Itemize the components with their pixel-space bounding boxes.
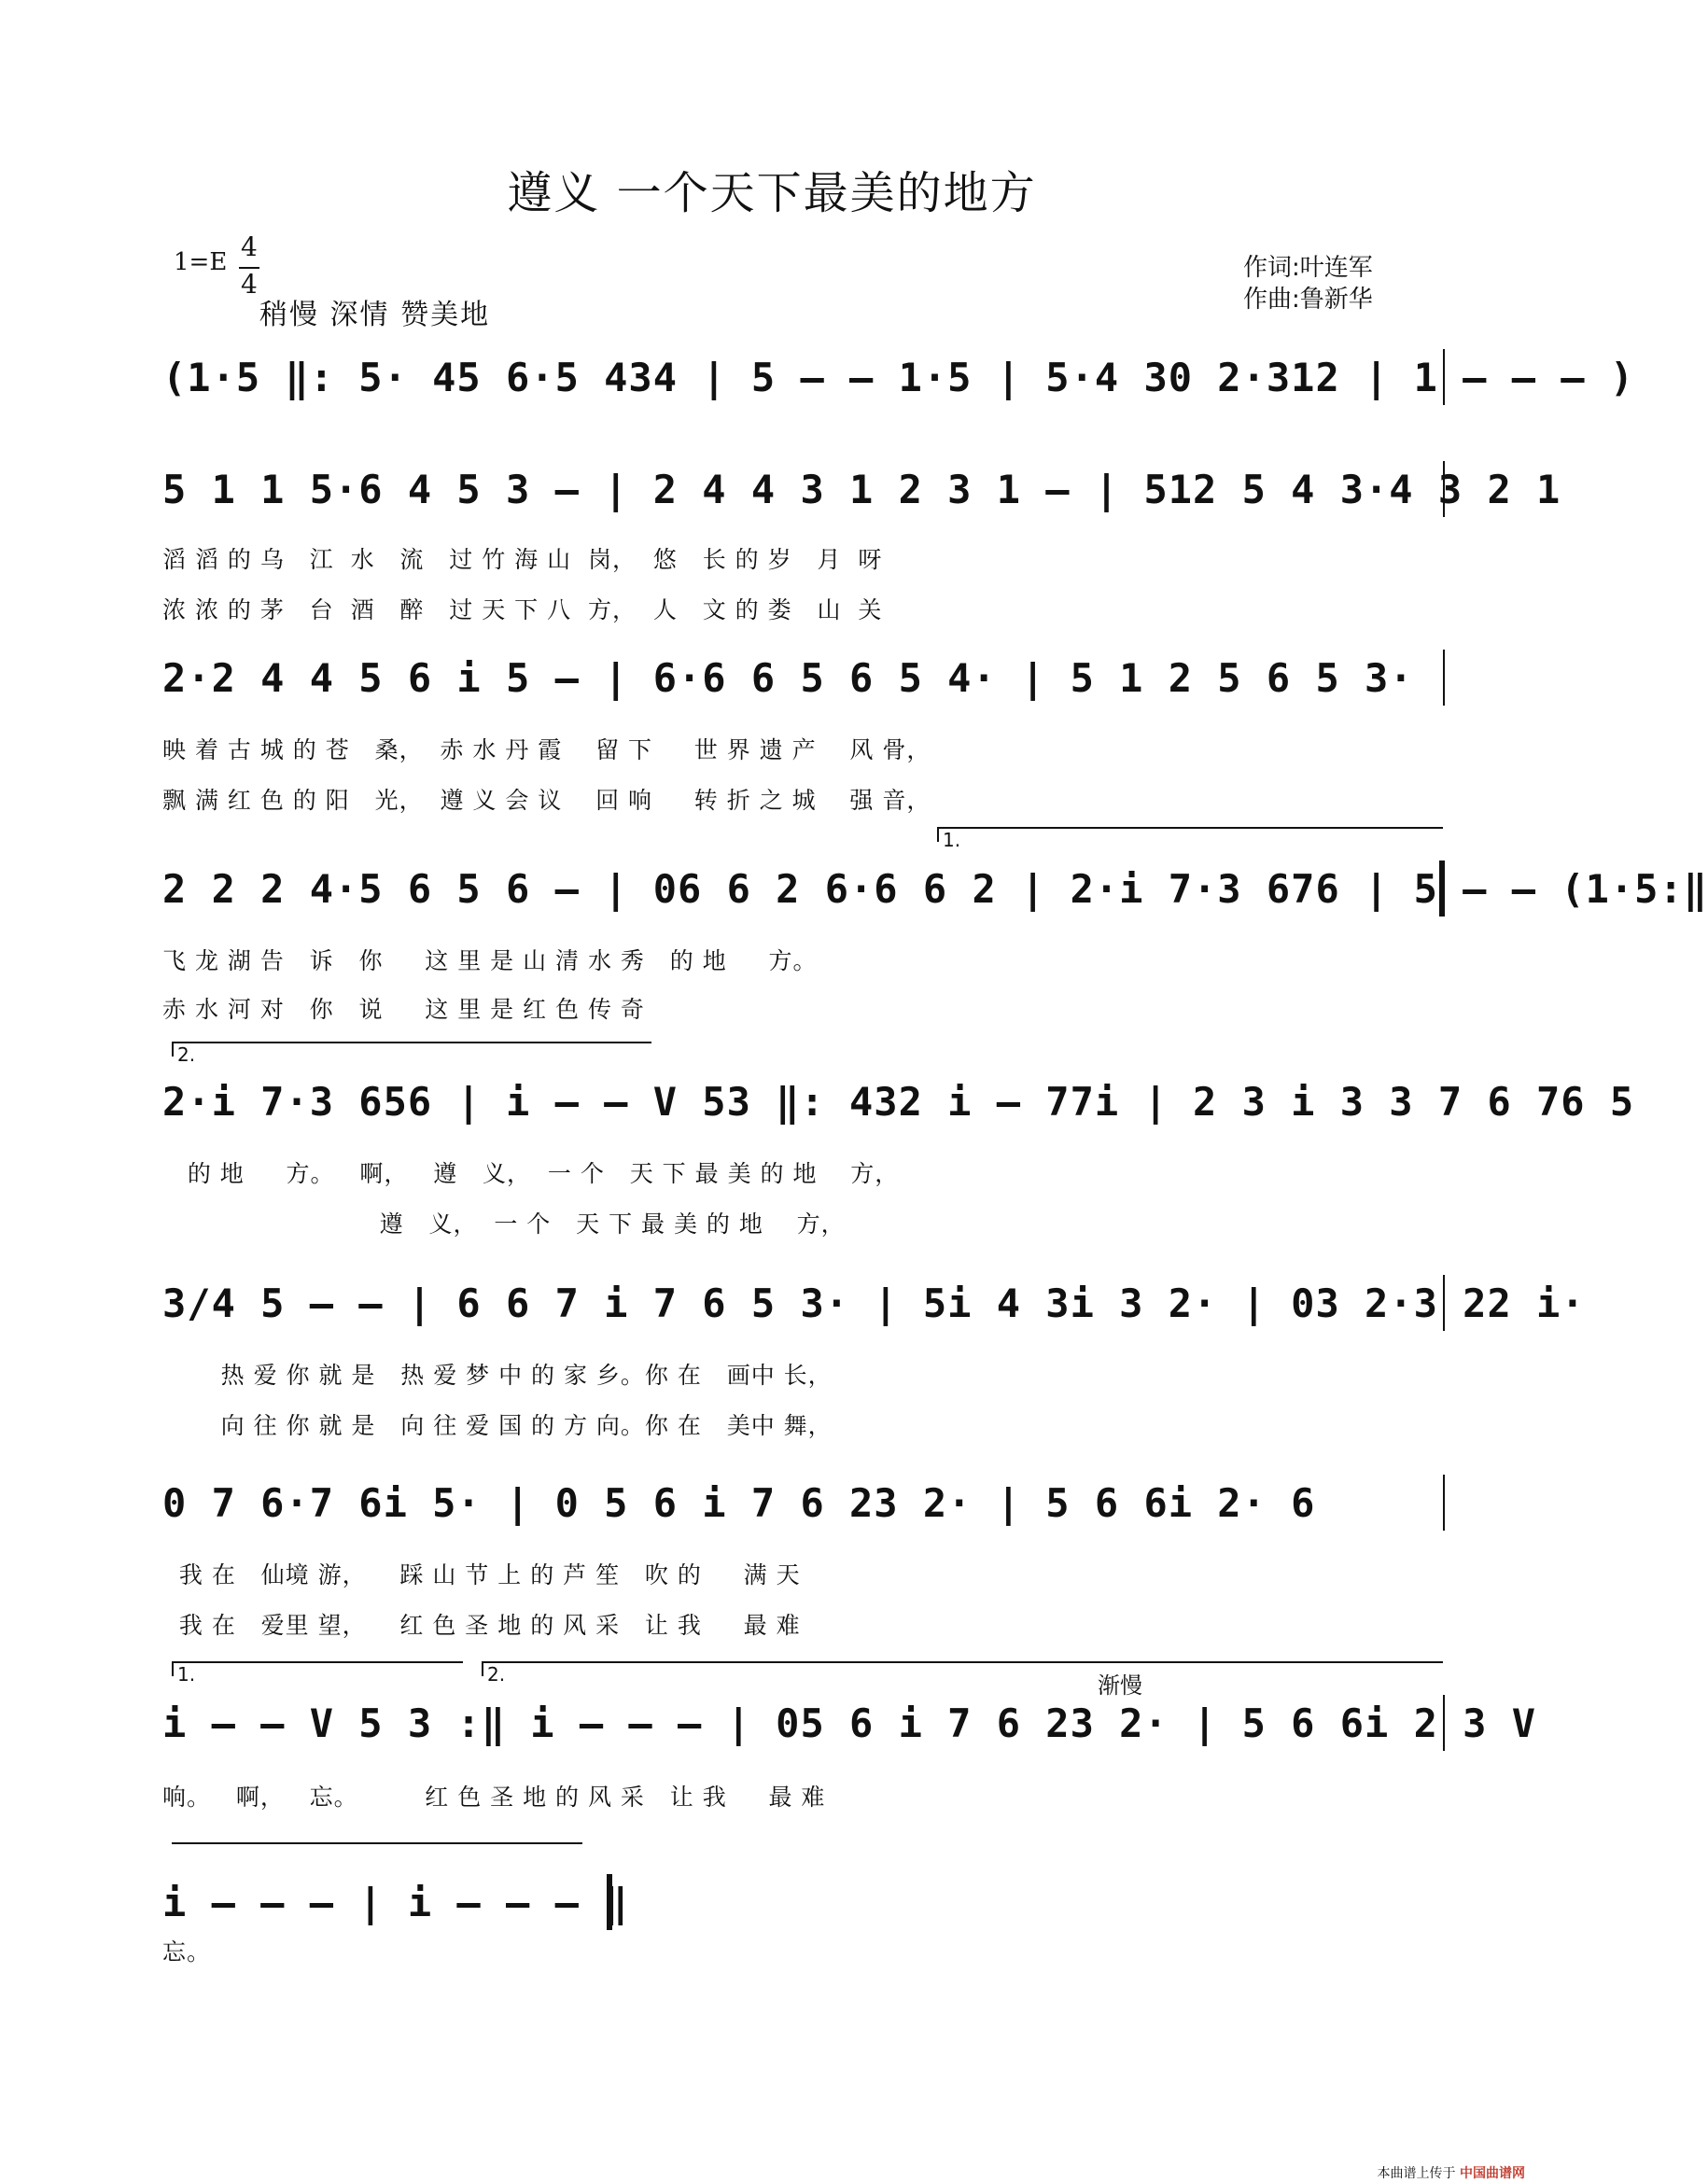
lyric-line-2b: 飘 满 红 色 的 阳 光， 遵 义 会 议 回 响 转 折 之 城 强 音， — [162, 787, 931, 814]
score-line-2: 2·2 4 4 5 6 i 5 – | 6·6 6 5 6 5 4· | 5 1 2 5 6 5 3· — [162, 655, 1414, 701]
score-line-5: 3/4 5 – – | 6 6 7 i 7 6 5 3· | 5i 4 3i 3 2· | 03 2·3 22 i· — [162, 1280, 1586, 1326]
volta-label-2: 2. — [177, 1043, 196, 1066]
lyric-line-3b: 赤 水 河 对 你 说 这 里 是 红 色 传 奇 — [162, 996, 645, 1023]
volta-bracket-5 — [172, 1842, 582, 1857]
lyric-line-7a: 响。 啊， 忘。 红 色 圣 地 的 风 采 让 我 最 难 — [162, 1784, 826, 1811]
score-line-6: 0 7 6·7 6i 5· | 0 5 6 i 7 6 23 2· | 5 6 6i 2· 6 — [162, 1480, 1316, 1526]
barline — [1443, 349, 1445, 405]
tempo-marking: 稍慢 深情 赞美地 — [259, 299, 491, 331]
time-sig-top: 4 — [241, 231, 258, 262]
score-line-7: i – – V 5 3 :‖ i – – – | 05 6 i 7 6 23 2· | 5 6 6i 2 3 V — [162, 1700, 1537, 1746]
lyric-line-1b: 浓 浓 的 茅 台 酒 醉 过 天 下 八 方， 人 文 的 娄 山 关 — [162, 596, 883, 623]
time-sig-bottom: 4 — [241, 269, 258, 300]
footer-credit — [1378, 2163, 1525, 2182]
score-line-8: i – – – | i – – – ‖ — [162, 1880, 629, 1925]
volta-bracket-3 — [172, 1661, 463, 1676]
lyric-line-1a: 滔 滔 的 乌 江 水 流 过 竹 海 山 岗， 悠 长 的 岁 月 呀 — [162, 546, 883, 573]
lyric-line-2a: 映 着 古 城 的 苍 桑， 赤 水 丹 霞 留 下 世 界 遗 产 风 骨， — [162, 736, 931, 763]
lyric-line-4b: 遵 义， 一 个 天 下 最 美 的 地 方， — [162, 1210, 846, 1238]
end-repeat-bar — [1439, 861, 1445, 917]
footer-prefix: 本曲谱上传于 — [1377, 2166, 1456, 2181]
lyric-line-8a: 忘。 — [162, 1938, 212, 1966]
score-line-1: 5 1 1 5·6 4 5 3 – | 2 4 4 3 1 2 3 1 – | 512 5 4 3·4 3 2 1 — [162, 467, 1561, 512]
lyric-line-6b: 我 在 爱里 望， 红 色 圣 地 的 风 采 让 我 最 难 — [162, 1612, 801, 1639]
barline — [1443, 461, 1445, 517]
barline — [1443, 1475, 1445, 1531]
volta-bracket-1 — [937, 827, 1443, 842]
barline — [1443, 650, 1445, 706]
volta-bracket-4 — [482, 1661, 1443, 1676]
key-signature: 1=E — [174, 248, 228, 276]
volta-bracket-2 — [172, 1042, 651, 1057]
score-line-4: 2·i 7·3 656 | i – – V 53 ‖: 432 i – 77i | 2 3 i 3 3 7 6 76 5 — [162, 1079, 1635, 1125]
footer-site[interactable]: 中国曲谱网 — [1460, 2166, 1525, 2181]
lyric-line-5b: 向 往 你 就 是 向 往 爱 国 的 方 向。你 在 美中 舞， — [162, 1412, 833, 1439]
lyricist-credit: 作词:叶连军 — [1243, 254, 1373, 282]
lyric-line-3a: 飞 龙 湖 告 诉 你 这 里 是 山 清 水 秀 的 地 方。 — [162, 947, 818, 974]
lyric-line-4a: 的 地 方。 啊， 遵 义， 一 个 天 下 最 美 的 地 方， — [162, 1160, 900, 1187]
final-barline — [607, 1874, 612, 1930]
page-title: 遵义 一个天下最美的地方 — [507, 167, 1037, 219]
lyric-line-5a: 热 爱 你 就 是 热 爱 梦 中 的 家 乡。你 在 画中 长， — [162, 1362, 833, 1389]
volta-label-3: 1. — [177, 1663, 196, 1686]
volta-label-4: 2. — [487, 1663, 506, 1686]
composer-credit: 作曲:鲁新华 — [1243, 286, 1373, 314]
barline — [1443, 1275, 1445, 1331]
score-line-3: 2 2 2 4·5 6 5 6 – | 06 6 2 6·6 6 2 | 2·i 7·3 676 | 5 – – (1·5:‖ — [162, 866, 1708, 912]
volta-label-1: 1. — [943, 829, 961, 851]
barline — [1443, 1695, 1445, 1751]
lyric-line-6a: 我 在 仙境 游， 踩 山 节 上 的 芦 笙 吹 的 满 天 — [162, 1561, 801, 1588]
score-line-intro: (1·5 ‖: 5· 45 6·5 434 | 5 – – 1·5 | 5·4 30 2·312 | 1 – – – ) — [162, 355, 1635, 400]
tempo-change-mark: 渐慢 — [1098, 1672, 1142, 1699]
